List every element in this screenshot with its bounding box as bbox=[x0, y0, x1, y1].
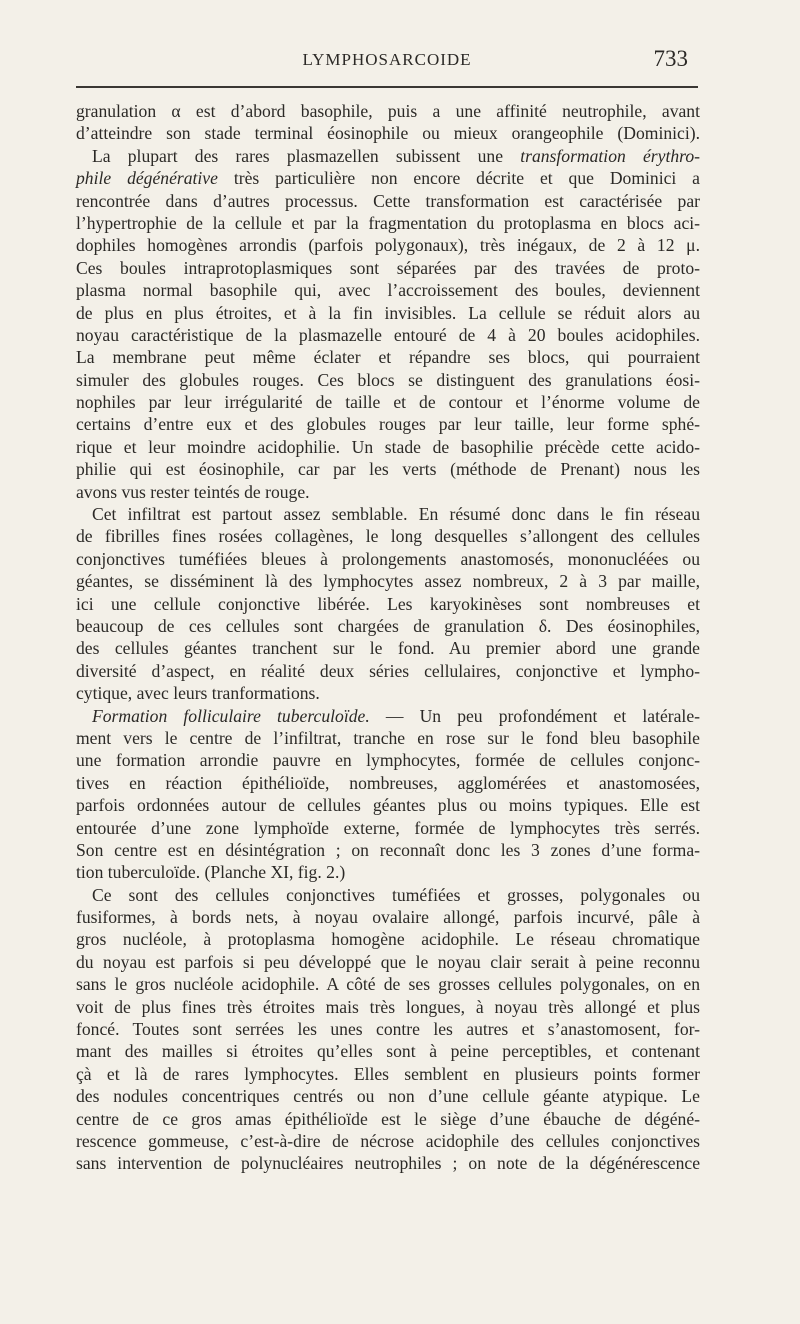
text-line: çà et là de rares lymphocytes. Elles semblent en plusieurs points former bbox=[76, 1063, 700, 1084]
text-line: avons vus rester teintés de rouge. bbox=[76, 481, 310, 502]
text-line: mant des mailles si étroites qu’elles sont à peine perceptibles, et contenant bbox=[76, 1041, 700, 1062]
text-run: très particulière non encore décrite et que Dominici a bbox=[217, 168, 700, 189]
text-line: l’hypertrophie de la cellule et par la fragmentation du protoplasma en blocs aci- bbox=[76, 212, 700, 233]
running-title: LYMPHOSARCOIDE bbox=[302, 50, 472, 69]
text-line: Cet infiltrat est partout assez semblable. En résumé donc dans le fin réseau bbox=[92, 504, 700, 525]
text-run: La plupart des rares plasmazellen subissent une bbox=[92, 145, 521, 166]
text-line: diversité d’aspect, en réalité deux séries cellulaires, conjonctive et lympho- bbox=[76, 660, 700, 681]
text-line bbox=[76, 705, 700, 727]
text-line: dophiles homogènes arrondis (parfois polygonaux), très inégaux, de 2 à 12 μ. bbox=[76, 235, 700, 256]
text-line: Ces boules intraprotoplasmiques sont séparées par des travées de proto- bbox=[76, 257, 700, 278]
text-line: parfois ordonnées autour de cellules géantes plus ou moins typiques. Elle est bbox=[76, 795, 700, 816]
text-line: simuler des globules rouges. Ces blocs se distinguent des granulations éosi- bbox=[76, 369, 700, 390]
text-line: des cellules géantes tranchent sur le fond. Au premier abord une grande bbox=[76, 638, 700, 659]
text-line: La membrane peut même éclater et répandre ses blocs, qui pourraient bbox=[76, 347, 700, 368]
text-line: conjonctives tuméfiées bleues à prolongements anastomosés, mononucléées ou bbox=[76, 548, 700, 569]
text-line: entourée d’une zone lymphoïde externe, formée de lymphocytes très serrés. bbox=[76, 817, 700, 838]
body-text bbox=[76, 100, 700, 1175]
text-run: — Un peu profondément et latérale- bbox=[369, 705, 700, 726]
header-rule bbox=[76, 86, 698, 88]
text-line: fusiformes, à bords nets, à noyau ovalaire allongé, parfois incurvé, pâle à bbox=[76, 907, 700, 928]
text-line: nophiles par leur irrégularité de taille et de contour et l’énorme volume de bbox=[76, 392, 700, 413]
text-line: rique et leur moindre acidophilie. Un stade de basophilie précède cette acido- bbox=[76, 436, 700, 457]
text-line: géantes, se disséminent là des lymphocytes assez nombreux, 2 à 3 par maille, bbox=[76, 571, 700, 592]
text-line: Ce sont des cellules conjonctives tuméfiées et grosses, polygonales ou bbox=[92, 884, 700, 905]
italic-phrase: Formation folliculaire tuberculoïde. bbox=[92, 705, 370, 726]
text-line: foncé. Toutes sont serrées les unes contre les autres et s’anastomosent, for- bbox=[76, 1019, 700, 1040]
text-line: granulation α est d’abord basophile, puis a une affinité neutrophile, avant bbox=[76, 101, 700, 121]
text-line: tion tuberculoïde. (Planche XI, fig. 2.) bbox=[76, 862, 346, 883]
page-number: 733 bbox=[653, 46, 688, 71]
italic-phrase: transformation érythro- bbox=[520, 145, 700, 166]
text-line: ment vers le centre de l’infiltrat, tranche en rose sur le fond bleu basophile bbox=[76, 727, 700, 748]
text-line: une formation arrondie pauvre en lymphocytes, formée de cellules conjonc- bbox=[76, 750, 700, 771]
text-line: certains d’entre eux et des globules rouges par leur taille, leur forme sphé- bbox=[76, 414, 700, 435]
text-line: voit de plus fines très étroites mais très longues, à noyau très allongé et plus bbox=[76, 996, 700, 1017]
text-line: centre de ce gros amas épithélioïde est le siège d’une ébauche de dégéné- bbox=[76, 1108, 700, 1129]
page-header bbox=[76, 46, 698, 76]
text-line: Son centre est en désintégration ; on reconnaît donc les 3 zones d’une forma- bbox=[76, 839, 700, 860]
text-line: sans intervention de polynucléaires neutrophiles ; on note de la dégénérescence bbox=[76, 1153, 700, 1174]
text-line: du noyau est parfois si peu développé que le noyau clair serait à peine reconnu bbox=[76, 951, 700, 972]
text-line: noyau caractéristique de la plasmazelle entouré de 4 à 20 boules acidophiles. bbox=[76, 324, 700, 345]
italic-phrase: phile dégénérative bbox=[76, 168, 218, 189]
text-line: d’atteindre son stade terminal éosinophile ou mieux orangeophile (Dominici). bbox=[76, 123, 700, 144]
text-line: plasma normal basophile qui, avec l’accroissement des boules, deviennent bbox=[76, 280, 700, 301]
text-line: sans le gros nucléole acidophile. A côté de ses grosses cellules polygonales, on en bbox=[76, 974, 700, 995]
text-line bbox=[76, 145, 700, 167]
text-line: philie qui est éosinophile, car par les verts (méthode de Prenant) nous les bbox=[76, 459, 700, 480]
text-line bbox=[76, 167, 700, 189]
text-line: cytique, avec leurs tranformations. bbox=[76, 683, 320, 704]
text-line: de plus en plus étroites, et à la fin invisibles. La cellule se réduit alors au bbox=[76, 302, 700, 323]
text-line: beaucoup de ces cellules sont chargées de granulation δ. Des éosinophiles, bbox=[76, 615, 700, 636]
text-line: des nodules concentriques centrés ou non d’une cellule géante atypique. Le bbox=[76, 1086, 700, 1107]
text-line: rescence gommeuse, c’est-à-dire de nécrose acidophile des cellules conjonctives bbox=[76, 1130, 700, 1151]
text-line: gros nucléole, à protoplasma homogène acidophile. Le réseau chromatique bbox=[76, 929, 700, 950]
text-line: de fibrilles fines rosées collagènes, le long desquelles s’allongent des cellules bbox=[76, 526, 700, 547]
text-line: ici une cellule conjonctive libérée. Les karyokinèses sont nombreuses et bbox=[76, 593, 700, 614]
text-line: rencontrée dans d’autres processus. Cette transformation est caractérisée par bbox=[76, 190, 700, 211]
text-line: tives en réaction épithélioïde, nombreuses, agglomérées et anastomosées, bbox=[76, 772, 700, 793]
